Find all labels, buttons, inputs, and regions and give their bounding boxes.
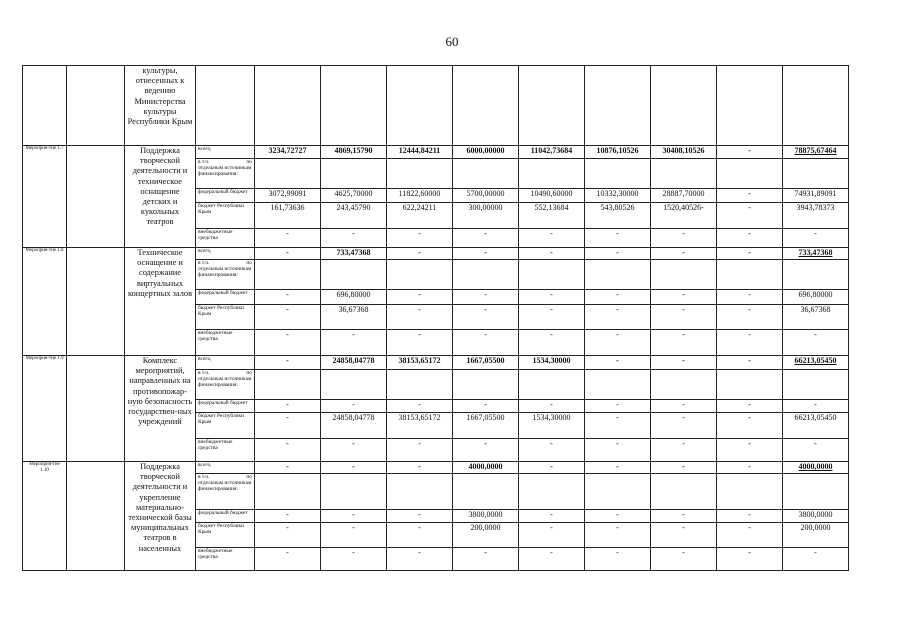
value-cell: - <box>717 439 783 462</box>
fund-source-cell <box>196 159 255 189</box>
value-cell: - <box>255 510 321 523</box>
value-cell: - <box>453 400 519 413</box>
value-cell: - <box>255 248 321 260</box>
value-cell: - <box>453 248 519 260</box>
value-cell: 1520,40526- <box>651 203 717 229</box>
value-cell: - <box>651 523 717 548</box>
value-cell: - <box>519 548 585 571</box>
measure-id-cell: Мероприя-тие 1.10 <box>23 462 67 571</box>
value-cell <box>387 370 453 400</box>
value-cell: - <box>585 462 651 474</box>
value-cell: 543,80526 <box>585 203 651 229</box>
value-cell: - <box>453 330 519 356</box>
value-cell: - <box>453 439 519 462</box>
value-cell: - <box>651 248 717 260</box>
value-cell: - <box>453 305 519 330</box>
value-cell <box>717 159 783 189</box>
measure-id-cell: Мероприя-тие 1.9 <box>23 356 67 462</box>
page-number: 60 <box>445 34 459 49</box>
value-cell: 24858,04778 <box>321 413 387 439</box>
value-cell <box>321 159 387 189</box>
value-cell <box>255 474 321 510</box>
value-cell: - <box>717 548 783 571</box>
value-cell: 12444,84211 <box>387 146 453 159</box>
value-cell: 66213,05450 <box>783 413 849 439</box>
value-cell: - <box>453 548 519 571</box>
value-cell: 11822,60000 <box>387 189 453 203</box>
value-cell: - <box>717 356 783 370</box>
incl-rest: отдельным источникам финансирования: <box>198 480 252 492</box>
fund-source-cell: бюджет Республики Крым <box>196 413 255 439</box>
fund-source-cell <box>196 474 255 510</box>
value-cell <box>783 370 849 400</box>
value-cell: 622,24211 <box>387 203 453 229</box>
value-cell: 4869,15790 <box>321 146 387 159</box>
value-cell <box>453 159 519 189</box>
value-cell: 3800,0000 <box>783 510 849 523</box>
value-cell: - <box>321 439 387 462</box>
value-cell: - <box>255 523 321 548</box>
value-cell: - <box>321 462 387 474</box>
value-cell <box>255 159 321 189</box>
measure-name-cell: Поддержка творческой деятельности и техническое оснащение детских и кукольных театров <box>125 146 196 248</box>
incl-left: в т.ч. <box>198 474 210 480</box>
value-cell: - <box>783 229 849 248</box>
value-cell: - <box>717 290 783 305</box>
value-cell: 66213,05450 <box>783 356 849 370</box>
value-cell: 11042,73684 <box>519 146 585 159</box>
value-cell: 161,73636 <box>255 203 321 229</box>
value-cell: - <box>321 400 387 413</box>
value-cell: - <box>519 439 585 462</box>
value-cell: - <box>519 523 585 548</box>
value-cell <box>255 370 321 400</box>
fund-source-cell: всего, <box>196 146 255 159</box>
table-row <box>23 248 849 260</box>
value-cell: 696,80000 <box>321 290 387 305</box>
value-cell: - <box>717 523 783 548</box>
value-cell <box>651 260 717 290</box>
incl-right: по <box>246 159 252 165</box>
budget-table <box>22 65 849 571</box>
value-cell <box>783 260 849 290</box>
value-cell: - <box>321 229 387 248</box>
fund-source-cell: всего, <box>196 462 255 474</box>
value-cell: - <box>387 400 453 413</box>
value-cell: - <box>387 548 453 571</box>
incl-right: по <box>246 370 252 376</box>
value-cell: 38153,65172 <box>387 356 453 370</box>
value-cell: - <box>717 510 783 523</box>
value-cell: - <box>651 462 717 474</box>
value-cell: 200,0000 <box>783 523 849 548</box>
table-row <box>23 462 849 474</box>
measure-name-cell: культуры, отнесенных к ведению Министерства культуры Республики Крым <box>125 66 196 146</box>
value-cell: 733,47368 <box>321 248 387 260</box>
value-cell: - <box>321 523 387 548</box>
value-cell: - <box>585 248 651 260</box>
value-cell: - <box>783 330 849 356</box>
value-cell: - <box>255 400 321 413</box>
value-cell: 1667,05500 <box>453 356 519 370</box>
value-cell: - <box>519 510 585 523</box>
value-cell <box>651 159 717 189</box>
value-cell: - <box>651 330 717 356</box>
value-cell: - <box>321 548 387 571</box>
value-cell: - <box>387 510 453 523</box>
fund-source-cell: федеральный бюджет <box>196 400 255 413</box>
value-cell: - <box>453 290 519 305</box>
incl-rest: отдельным источникам финансирования: <box>198 266 252 278</box>
incl-left: в т.ч. <box>198 159 210 165</box>
value-cell: - <box>387 290 453 305</box>
value-cell: - <box>387 523 453 548</box>
table-row <box>23 356 849 370</box>
value-cell: 696,80000 <box>783 290 849 305</box>
value-cell <box>255 260 321 290</box>
value-cell: - <box>783 439 849 462</box>
value-cell: - <box>585 413 651 439</box>
value-cell <box>519 159 585 189</box>
value-cell: - <box>651 229 717 248</box>
value-cell: - <box>651 439 717 462</box>
value-cell: 1667,05500 <box>453 413 519 439</box>
value-cell: 28887,70000 <box>651 189 717 203</box>
value-cell: - <box>387 462 453 474</box>
value-cell: 5700,00000 <box>453 189 519 203</box>
value-cell: - <box>255 330 321 356</box>
fund-source-cell: федеральный бюджет <box>196 510 255 523</box>
measure-id-cell <box>23 66 67 146</box>
fund-source-cell <box>196 66 255 146</box>
value-cell: - <box>717 248 783 260</box>
value-cell: - <box>387 248 453 260</box>
value-cell: 200,0000 <box>453 523 519 548</box>
value-cell: - <box>453 229 519 248</box>
value-cell: - <box>717 462 783 474</box>
fund-source-cell: внебюджетные средства <box>196 548 255 571</box>
value-cell: 4625,70000 <box>321 189 387 203</box>
executor-cell <box>67 462 125 571</box>
value-cell: - <box>519 248 585 260</box>
value-cell <box>519 66 585 146</box>
value-cell <box>585 260 651 290</box>
fund-source-cell: бюджет Республики Крым <box>196 523 255 548</box>
value-cell: - <box>585 510 651 523</box>
value-cell: - <box>585 305 651 330</box>
value-cell: 1534,30000 <box>519 356 585 370</box>
incl-left: в т.ч. <box>198 370 210 376</box>
value-cell: - <box>651 413 717 439</box>
value-cell: - <box>717 413 783 439</box>
value-cell <box>717 260 783 290</box>
value-cell: - <box>651 400 717 413</box>
value-cell: - <box>255 413 321 439</box>
value-cell: 6000,00000 <box>453 146 519 159</box>
value-cell: 24858,04778 <box>321 356 387 370</box>
value-cell: 3234,72727 <box>255 146 321 159</box>
value-cell: - <box>387 330 453 356</box>
value-cell: - <box>717 146 783 159</box>
value-cell: - <box>783 400 849 413</box>
value-cell: - <box>585 356 651 370</box>
value-cell: - <box>387 305 453 330</box>
value-cell: - <box>255 356 321 370</box>
value-cell: - <box>255 229 321 248</box>
value-cell: - <box>717 189 783 203</box>
value-cell: - <box>519 290 585 305</box>
value-cell: - <box>387 439 453 462</box>
value-cell <box>387 159 453 189</box>
value-cell <box>255 66 321 146</box>
value-cell: 30408,10526 <box>651 146 717 159</box>
value-cell <box>519 260 585 290</box>
value-cell: 3800,0000 <box>453 510 519 523</box>
value-cell <box>453 260 519 290</box>
value-cell: - <box>519 400 585 413</box>
value-cell <box>321 66 387 146</box>
value-cell: - <box>321 510 387 523</box>
value-cell <box>585 370 651 400</box>
fund-source-cell: внебюджетные средства <box>196 439 255 462</box>
value-cell: - <box>717 229 783 248</box>
value-cell: - <box>519 229 585 248</box>
value-cell <box>717 370 783 400</box>
value-cell <box>387 66 453 146</box>
value-cell <box>387 260 453 290</box>
value-cell: 3943,78373 <box>783 203 849 229</box>
value-cell <box>585 66 651 146</box>
header-continuation-row <box>23 66 849 146</box>
table-row <box>23 146 849 159</box>
value-cell: - <box>651 305 717 330</box>
value-cell <box>321 370 387 400</box>
value-cell: - <box>255 548 321 571</box>
value-cell <box>651 66 717 146</box>
value-cell: 36,67368 <box>783 305 849 330</box>
fund-source-cell <box>196 260 255 290</box>
value-cell: 36,67368 <box>321 305 387 330</box>
value-cell: - <box>651 548 717 571</box>
fund-source-cell: федеральный бюджет <box>196 189 255 203</box>
value-cell: - <box>651 356 717 370</box>
value-cell <box>717 474 783 510</box>
incl-rest: отдельным источникам финансирования: <box>198 165 252 177</box>
fund-source-cell: всего, <box>196 356 255 370</box>
value-cell: 300,00000 <box>453 203 519 229</box>
value-cell <box>783 159 849 189</box>
value-cell: 1534,30000 <box>519 413 585 439</box>
value-cell <box>321 474 387 510</box>
value-cell <box>519 474 585 510</box>
measure-id-cell: Мероприя-тие 1.7 <box>23 146 67 248</box>
executor-cell <box>67 356 125 462</box>
value-cell <box>321 260 387 290</box>
value-cell: 552,13684 <box>519 203 585 229</box>
value-cell: 3072,99091 <box>255 189 321 203</box>
fund-source-cell: внебюджетные средства <box>196 330 255 356</box>
value-cell: - <box>585 523 651 548</box>
value-cell <box>519 370 585 400</box>
value-cell <box>651 370 717 400</box>
executor-cell <box>67 146 125 248</box>
value-cell <box>783 66 849 146</box>
measure-name-cell: Техническое оснащение и содержание виртуальных концертных залов <box>125 248 196 356</box>
value-cell: - <box>783 548 849 571</box>
value-cell <box>453 66 519 146</box>
value-cell: - <box>255 305 321 330</box>
value-cell: - <box>585 548 651 571</box>
value-cell: 10876,10526 <box>585 146 651 159</box>
value-cell <box>453 370 519 400</box>
value-cell: - <box>519 305 585 330</box>
value-cell: - <box>255 439 321 462</box>
value-cell: - <box>585 290 651 305</box>
value-cell: - <box>255 290 321 305</box>
fund-source-cell: федеральный бюджет <box>196 290 255 305</box>
value-cell <box>585 159 651 189</box>
value-cell: - <box>717 305 783 330</box>
value-cell: 10332,30000 <box>585 189 651 203</box>
value-cell: - <box>585 330 651 356</box>
value-cell: 4000,0000 <box>783 462 849 474</box>
value-cell: 38153,65172 <box>387 413 453 439</box>
value-cell: - <box>651 510 717 523</box>
value-cell: - <box>519 462 585 474</box>
value-cell <box>453 474 519 510</box>
value-cell <box>783 474 849 510</box>
incl-right: по <box>246 260 252 266</box>
value-cell <box>651 474 717 510</box>
value-cell: 4000,0000 <box>453 462 519 474</box>
value-cell: 78875,67464 <box>783 146 849 159</box>
value-cell: 733,47368 <box>783 248 849 260</box>
incl-rest: отдельным источникам финансирования: <box>198 376 252 388</box>
value-cell <box>387 474 453 510</box>
value-cell: - <box>717 400 783 413</box>
value-cell: - <box>255 462 321 474</box>
value-cell <box>717 66 783 146</box>
fund-source-cell <box>196 370 255 400</box>
value-cell: - <box>651 290 717 305</box>
value-cell: - <box>585 229 651 248</box>
measure-name-cell: Поддержка творческой деятельности и укрепление материально-технической базы муниципальных театров в населенных <box>125 462 196 571</box>
incl-right: по <box>246 474 252 480</box>
fund-source-cell: всего, <box>196 248 255 260</box>
value-cell: 10490,60000 <box>519 189 585 203</box>
measure-id-cell: Мероприя-тие 1.8 <box>23 248 67 356</box>
value-cell: 74931,89091 <box>783 189 849 203</box>
fund-source-cell: внебюджетные средства <box>196 229 255 248</box>
executor-cell <box>67 248 125 356</box>
value-cell: 243,45790 <box>321 203 387 229</box>
incl-left: в т.ч. <box>198 260 210 266</box>
value-cell: - <box>321 330 387 356</box>
executor-cell <box>67 66 125 146</box>
value-cell: - <box>717 330 783 356</box>
fund-source-cell: бюджет Республики Крым <box>196 305 255 330</box>
fund-source-cell: бюджет Республики Крым <box>196 203 255 229</box>
value-cell <box>585 474 651 510</box>
value-cell: - <box>717 203 783 229</box>
table-body <box>23 66 849 571</box>
value-cell: - <box>585 439 651 462</box>
value-cell: - <box>585 400 651 413</box>
value-cell: - <box>387 229 453 248</box>
measure-name-cell: Комплекс мероприятий, направленных на противопожар-ную безопасность государствен-ных учреждений <box>125 356 196 462</box>
value-cell: - <box>519 330 585 356</box>
